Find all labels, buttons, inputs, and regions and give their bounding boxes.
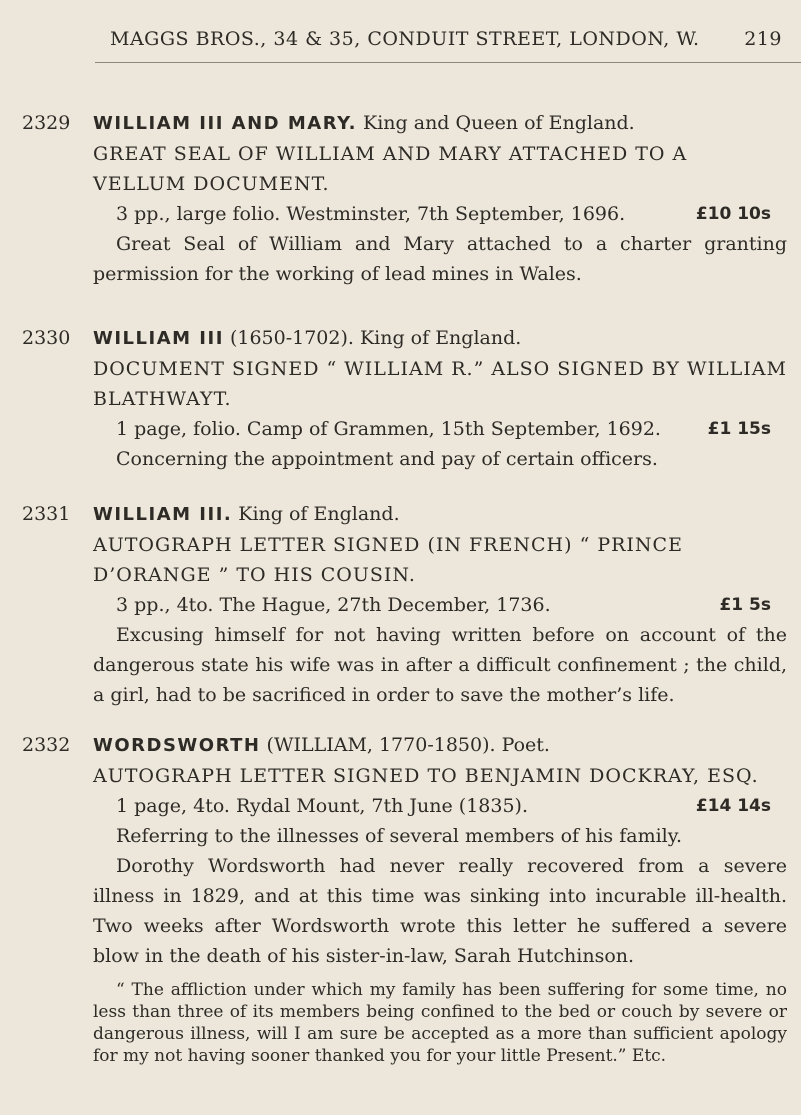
entry-title [93,730,787,761]
entry-title [93,499,787,530]
entry-collation [116,199,787,229]
catalogue-entry-2332 [0,730,787,1067]
catalogue-entry-2329 [0,108,787,289]
lot-number: 2329 [22,112,71,134]
entry-heading: DOCUMENT SIGNED “ WILLIAM R.” ALSO SIGNED BY WILLIAM BLATHWAYT. [93,358,787,410]
entry-name: WORDSWORTH [93,735,261,756]
entry-name: WILLIAM III [93,328,224,349]
price: £1 15s [707,419,771,439]
lot-number: 2332 [22,734,71,756]
page-number: 219 [744,28,782,50]
lot-number: 2330 [22,327,71,349]
running-header [110,28,790,50]
entry-heading: AUTOGRAPH LETTER SIGNED TO BENJAMIN DOCKRAY, ESQ. [93,765,759,787]
entry-heading: GREAT SEAL OF WILLIAM AND MARY ATTACHED TO A VELLUM DOCUMENT. [93,143,688,195]
price: £1 5s [719,595,771,615]
entry-description: Excusing himself for not having written before on account of the dangerous state his wife was in after a difficult confinement ; the child, a girl, had to be sacrificed in order to save the mother’s life. [93,624,787,706]
entry-description: Referring to the illnesses of several members of his family. [116,825,682,847]
entry-subtitle: King and Queen of England. [363,112,635,134]
collation-text: 3 pp., 4to. The Hague, 27th December, 1736. [116,594,551,616]
entry-description: Great Seal of William and Mary attached to a charter granting permission for the working of lead mines in Wales. [93,233,787,285]
entry-quote: “ The affliction under which my family has been suffering for some time, no less than three of its members being confined to the bed or couch by severe or dangerous illness, will I am sure be accepted as a more than sufficient apology for my not having sooner thanked you for your little Present.” Etc. [93,980,787,1066]
entry-title [93,323,787,354]
entry-heading: AUTOGRAPH LETTER SIGNED (IN FRENCH) “ PRINCE D’ORANGE ” TO HIS COUSIN. [93,534,683,586]
collation-text: 1 page, folio. Camp of Grammen, 15th September, 1692. [116,418,661,440]
catalogue-entry-2330 [0,323,787,474]
entry-subtitle: King of England. [238,503,400,525]
entry-description: Concerning the appointment and pay of certain officers. [116,448,658,470]
header-title: MAGGS BROS., 34 & 35, CONDUIT STREET, LONDON, W. [110,28,700,50]
collation-text: 1 page, 4to. Rydal Mount, 7th June (1835). [116,795,528,817]
lot-number: 2331 [22,503,71,525]
entry-collation [116,590,787,620]
price: £14 14s [695,796,771,816]
entry-collation [116,414,787,444]
entry-name: WILLIAM III. [93,504,233,525]
price: £10 10s [695,204,771,224]
header-rule [95,62,801,63]
entry-subtitle: (1650-1702). King of England. [229,327,522,349]
entry-name: WILLIAM III AND MARY. [93,113,357,134]
entry-subtitle: (WILLIAM, 1770-1850). Poet. [266,734,550,756]
collation-text: 3 pp., large folio. Westminster, 7th September, 1696. [116,203,626,225]
catalogue-entry-2331 [0,499,787,710]
entry-collation [116,791,787,821]
entry-title [93,108,787,139]
entry-description-2: Dorothy Wordsworth had never really recovered from a severe illness in 1829, and at this time was sinking into incurable ill-health. Two weeks after Wordsworth wrote this letter he suffered a severe blow in the death of his sister-in-law, Sarah Hutchinson. [93,855,787,967]
